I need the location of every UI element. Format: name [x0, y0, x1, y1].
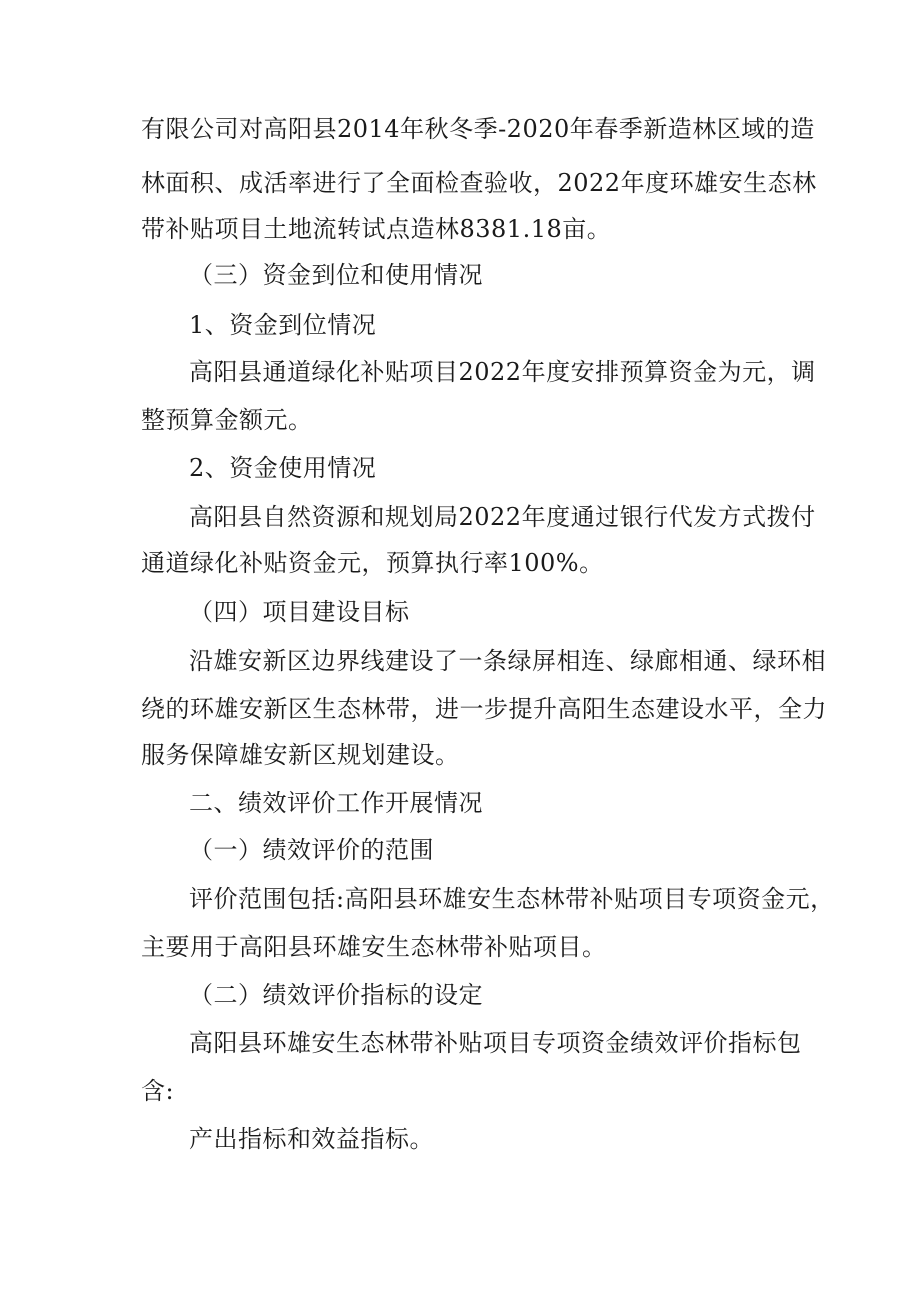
paragraph-line: 含: — [141, 1077, 175, 1105]
paragraph-line: 林面积、成活率进行了全面检查验收，2022年度环雄安生态林 — [141, 169, 817, 197]
paragraph-line: 产出指标和效益指标。 — [189, 1125, 434, 1153]
section-heading: （三）资金到位和使用情况 — [189, 261, 483, 289]
paragraph-line: 带补贴项目土地流转试点造林8381.18亩。 — [141, 215, 612, 243]
paragraph-line: 高阳县自然资源和规划局2022年度通过银行代发方式拨付 — [189, 503, 816, 531]
paragraph-line: 主要用于高阳县环雄安生态林带补贴项目。 — [141, 933, 607, 961]
paragraph-line: 评价范围包括:高阳县环雄安生态林带补贴项目专项资金元， — [189, 885, 835, 913]
paragraph-line: 绕的环雄安新区生态林带，进一步提升高阳生态建设水平，全力 — [141, 695, 827, 723]
section-heading: （二）绩效评价指标的设定 — [189, 981, 483, 1009]
paragraph-line: 通道绿化补贴资金元，预算执行率100%。 — [141, 549, 604, 577]
section-heading: （一）绩效评价的范围 — [189, 836, 434, 864]
chapter-heading: 二、绩效评价工作开展情况 — [189, 789, 483, 817]
paragraph-line: 高阳县通道绿化补贴项目2022年度安排预算资金为元，调 — [189, 358, 816, 386]
paragraph-line: 整预算金额元。 — [141, 406, 313, 434]
subsection-heading: 1、资金到位情况 — [189, 311, 377, 339]
section-heading: （四）项目建设目标 — [189, 598, 410, 626]
paragraph-line: 有限公司对高阳县2014年秋冬季-2020年春季新造林区域的造 — [141, 115, 815, 143]
paragraph-line: 高阳县环雄安生态林带补贴项目专项资金绩效评价指标包 — [189, 1029, 802, 1057]
paragraph-line: 沿雄安新区边界线建设了一条绿屏相连、绿廊相通、绿环相 — [189, 647, 826, 675]
subsection-heading: 2、资金使用情况 — [189, 454, 377, 482]
paragraph-line: 服务保障雄安新区规划建设。 — [141, 741, 460, 769]
